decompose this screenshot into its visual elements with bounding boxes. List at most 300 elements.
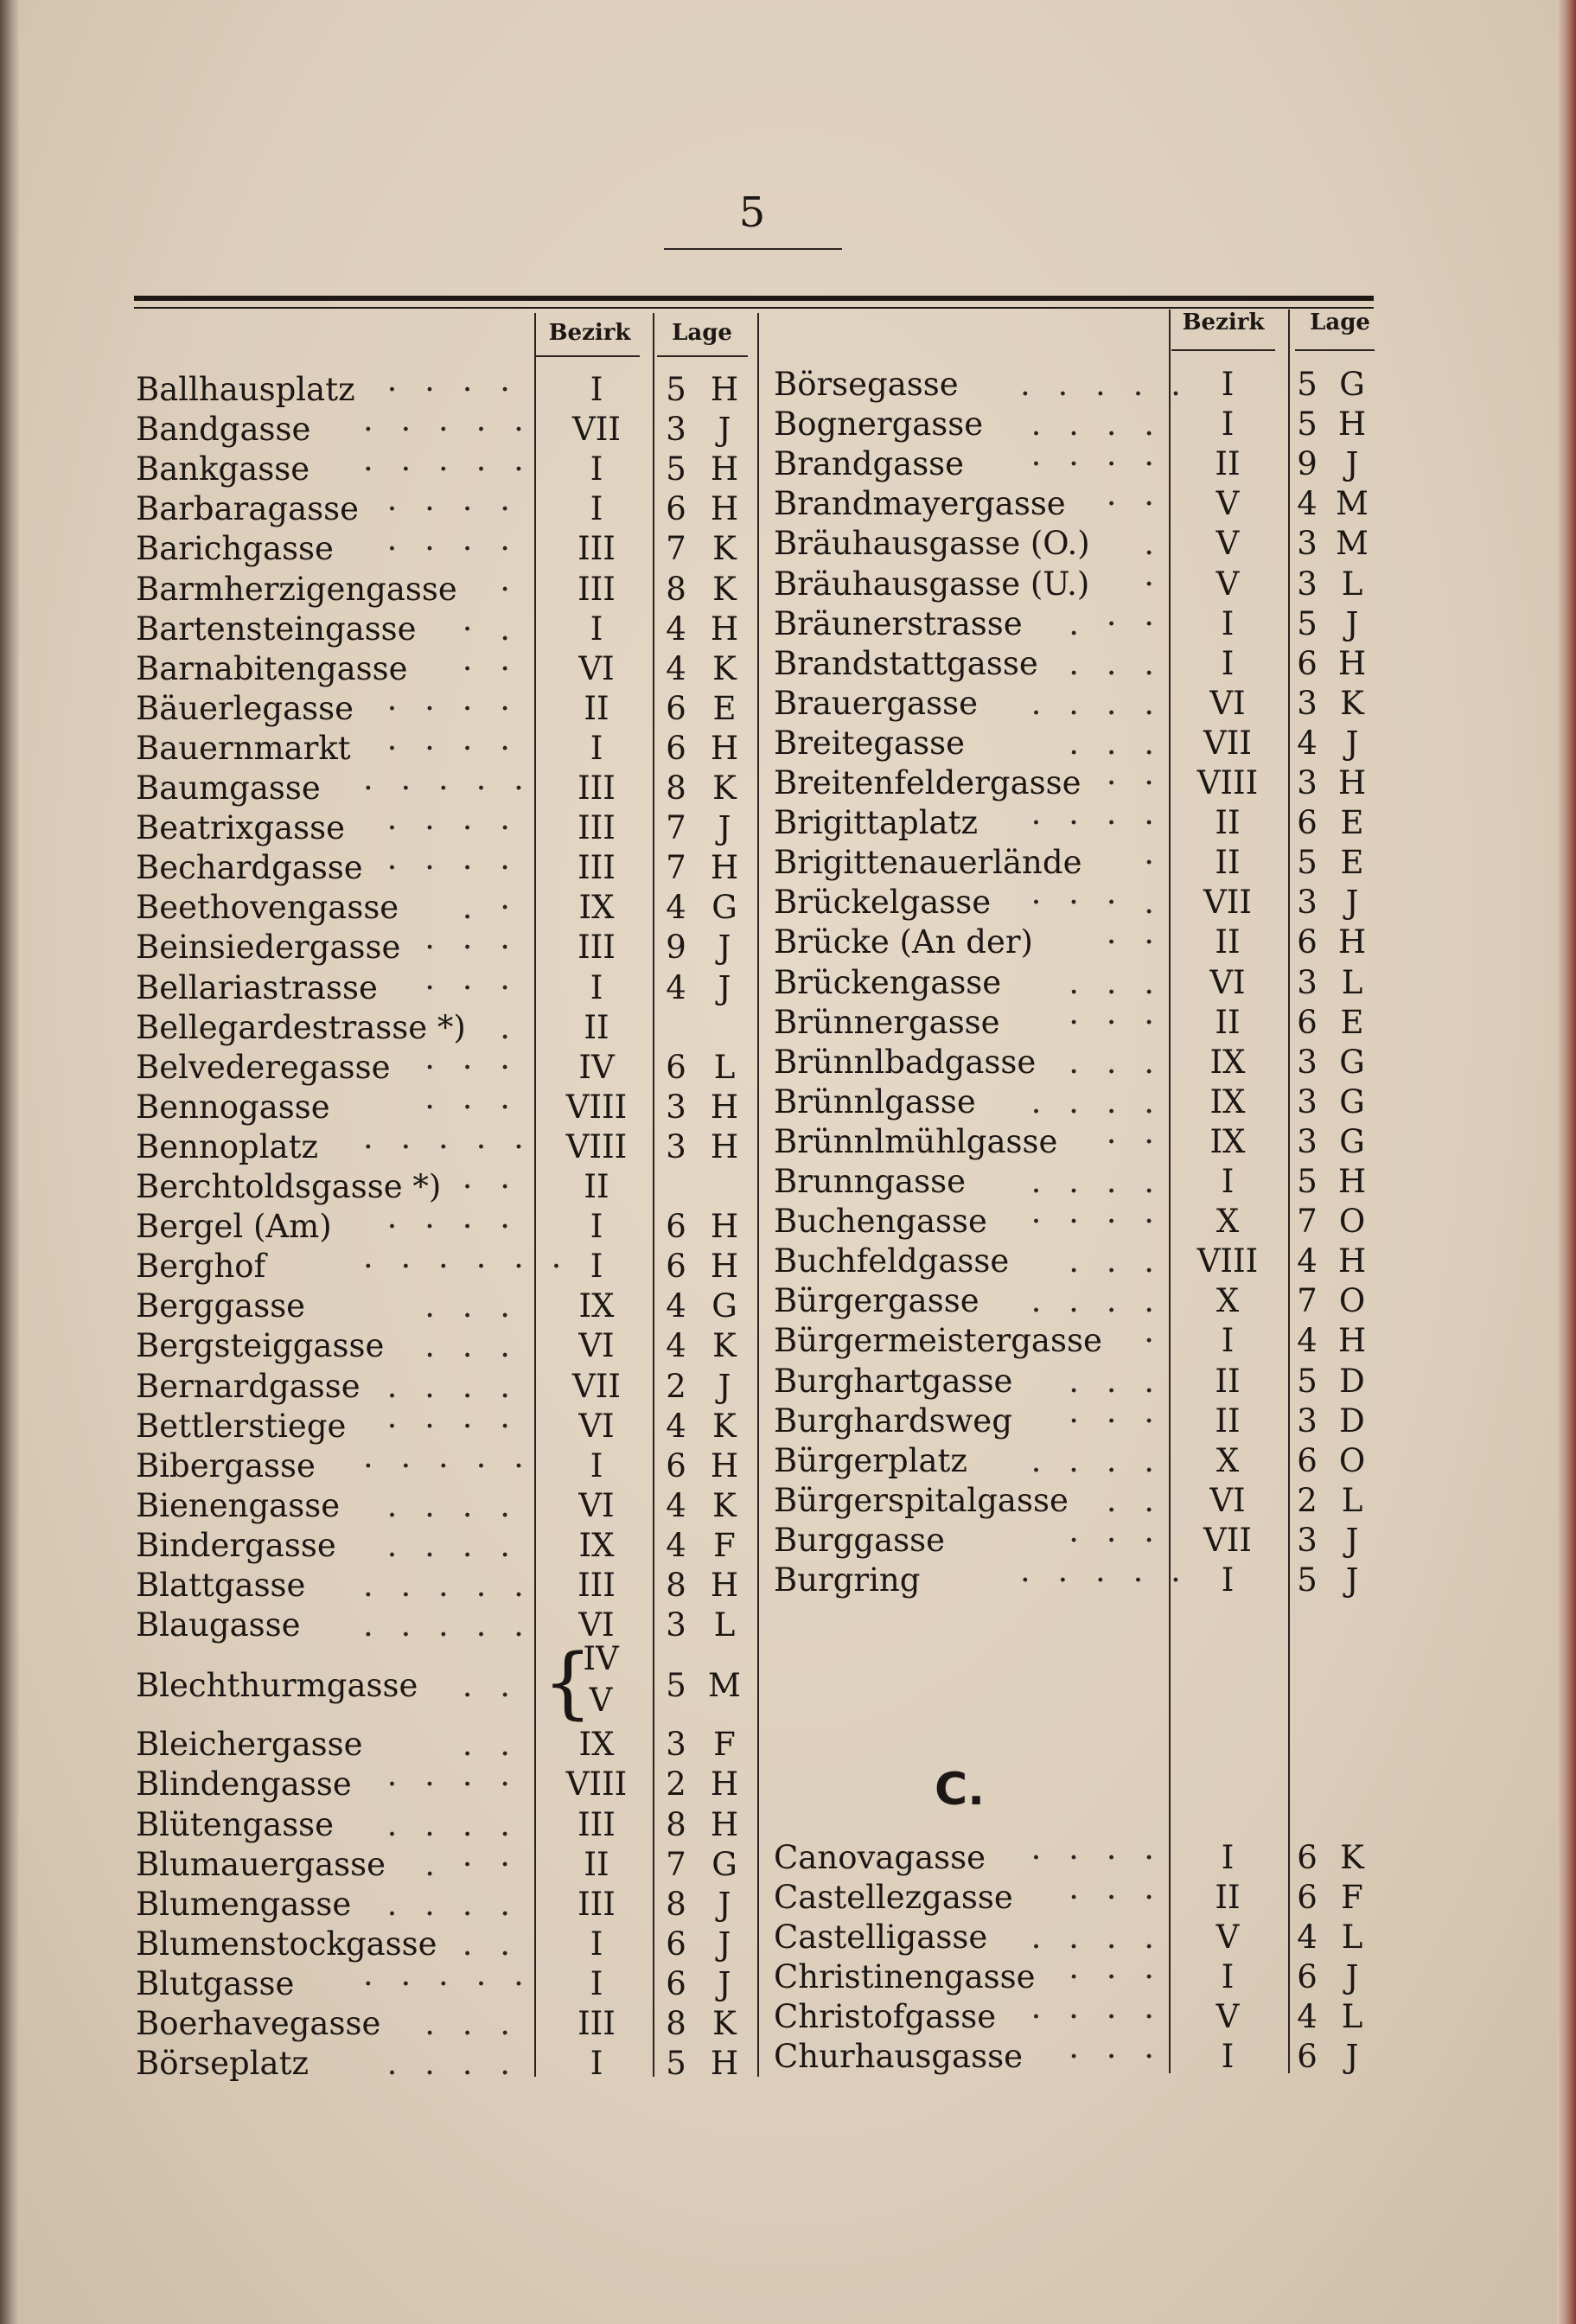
bezirk-value: III xyxy=(577,1805,616,1843)
lage-number: 4 xyxy=(1297,1242,1318,1280)
lage-letter: L xyxy=(1341,1998,1363,2035)
street-name: Barichgasse xyxy=(136,530,334,568)
lage-number: 5 xyxy=(666,371,686,408)
lage-number: 3 xyxy=(1297,684,1318,722)
bezirk-value: II xyxy=(1215,1401,1241,1440)
bezirk-value: X xyxy=(1215,1203,1240,1241)
lage-number: 7 xyxy=(1297,1203,1318,1241)
street-name: Bandgasse xyxy=(136,411,311,449)
leader-dots: · · · · xyxy=(386,1765,519,1804)
leader-dots: · xyxy=(1144,844,1163,882)
lage-number: 5 xyxy=(1297,405,1318,444)
bezirk-value: VI xyxy=(1209,963,1246,1001)
lage-number: 4 xyxy=(1297,1322,1318,1360)
lage-letter: H xyxy=(710,729,739,767)
street-name: Barbaragasse xyxy=(136,490,360,528)
street-entry xyxy=(0,1878,1576,1918)
lage-number: 7 xyxy=(666,1845,686,1883)
lage-number: 6 xyxy=(666,1248,686,1286)
street-name: Bleichergasse xyxy=(136,1726,363,1764)
leader-dots: . . . . . xyxy=(363,1606,533,1644)
lage-number: 4 xyxy=(1297,485,1318,523)
lage-letter: K xyxy=(1340,1839,1364,1876)
bezirk-value: III xyxy=(577,809,616,847)
bezirk-value: III xyxy=(577,1567,616,1604)
lage-letter: H xyxy=(710,1765,739,1804)
leader-dots: · · · · · xyxy=(363,769,533,807)
bezirk-value: VIII xyxy=(1196,1242,1259,1280)
lage-letter: G xyxy=(711,1845,737,1883)
left-bezirk-header: Bezirk xyxy=(548,320,631,346)
leader-dots: · · · xyxy=(1069,1003,1163,1041)
street-name: Berchtoldsgasse *) xyxy=(136,1168,442,1205)
bezirk-value: III xyxy=(577,929,616,967)
lage-number: 5 xyxy=(1297,844,1318,882)
street-entry xyxy=(0,1918,1576,1957)
lage-number: 3 xyxy=(1297,1122,1318,1160)
leader-dots: . xyxy=(500,1008,519,1046)
lage-number: 6 xyxy=(666,1208,686,1246)
lage-letter: G xyxy=(1339,1122,1365,1160)
lage-letter: M xyxy=(708,1667,741,1705)
street-entry xyxy=(0,524,1576,564)
bezirk-value: VI xyxy=(1209,684,1246,722)
lage-letter: G xyxy=(1339,1043,1365,1081)
lage-letter: J xyxy=(1345,884,1359,922)
bezirk-value: I xyxy=(1221,1561,1235,1599)
leader-dots: · · · xyxy=(424,929,519,967)
street-entry xyxy=(0,1521,1576,1561)
bezirk-value: VII xyxy=(572,411,621,449)
lage-number: 6 xyxy=(666,729,686,767)
street-name: Bibergasse xyxy=(136,1446,316,1484)
street-name: Berghof xyxy=(136,1248,266,1286)
street-name: Beethovengasse xyxy=(136,889,399,927)
street-name: Bürgerspitalgasse xyxy=(774,1481,1069,1519)
lage-letter: G xyxy=(711,1287,737,1325)
street-name: Bräuhausgasse (U.) xyxy=(774,565,1090,603)
leader-dots: . · · xyxy=(1069,604,1163,642)
leader-dots: . . . . xyxy=(386,2045,519,2083)
leader-dots: . . . xyxy=(424,1327,519,1365)
leader-dots: · · · xyxy=(1069,2038,1163,2075)
leader-dots: · · · · xyxy=(386,490,519,528)
bezirk-value: V xyxy=(1215,1998,1240,2035)
leader-dots: . . . . xyxy=(1030,405,1163,444)
lage-letter: L xyxy=(713,1606,736,1644)
bezirk-value: VIII xyxy=(565,1088,628,1126)
bezirk-value: I xyxy=(590,968,603,1006)
right-bezirk-header-rule xyxy=(1171,349,1275,351)
lage-number: 3 xyxy=(1297,525,1318,563)
leader-dots: . . . . . xyxy=(363,1567,533,1604)
bezirk-value: V xyxy=(1215,1919,1240,1956)
lage-letter: J xyxy=(1345,1521,1359,1559)
bezirk-value: VI xyxy=(1209,1481,1246,1519)
bezirk-value: I xyxy=(590,1964,603,2002)
leader-dots: · xyxy=(1144,1322,1163,1360)
lage-letter: O xyxy=(1338,1203,1366,1241)
lage-number: 3 xyxy=(666,1088,686,1126)
lage-number: 6 xyxy=(666,1925,686,1963)
bezirk-value: I xyxy=(590,1208,603,1246)
street-name: Brünnergasse xyxy=(774,1003,1000,1041)
table-top-rule-thin xyxy=(134,307,1374,309)
lage-number: 6 xyxy=(1297,1879,1318,1916)
bezirk-value: I xyxy=(590,729,603,767)
lage-number: 5 xyxy=(1297,1561,1318,1599)
leader-dots: · · xyxy=(1106,764,1163,801)
lage-letter: L xyxy=(1341,963,1363,1001)
street-name: Brünnlmühlgasse xyxy=(774,1122,1058,1160)
street-name: Blumengasse xyxy=(136,1885,352,1923)
leader-dots: · · xyxy=(1106,923,1163,961)
lage-number: 6 xyxy=(666,1446,686,1484)
bezirk-value: II xyxy=(1215,844,1241,882)
street-entry xyxy=(0,1202,1576,1242)
lage-number: 2 xyxy=(666,1765,686,1804)
bezirk-value: VII xyxy=(1203,1521,1252,1559)
lage-letter: H xyxy=(710,1805,739,1843)
lage-number: 5 xyxy=(666,450,686,488)
lage-letter: H xyxy=(710,849,739,887)
lage-letter: E xyxy=(712,689,737,727)
street-entry xyxy=(0,1082,1576,1122)
lage-letter: H xyxy=(710,1208,739,1246)
street-entry xyxy=(0,1838,1576,1878)
street-name: Canovagasse xyxy=(774,1839,986,1876)
lage-letter: F xyxy=(1341,1879,1363,1916)
lage-number: 3 xyxy=(1297,1521,1318,1559)
leader-dots: · · · · xyxy=(386,530,519,568)
street-name: Buchengasse xyxy=(774,1203,987,1241)
street-entry xyxy=(0,1957,1576,1997)
bezirk-value: IX xyxy=(578,1287,615,1325)
leader-dots: . . . xyxy=(1069,1242,1163,1280)
lage-number: 4 xyxy=(666,649,686,687)
lage-number: 2 xyxy=(666,1367,686,1405)
lage-number: 9 xyxy=(1297,445,1318,483)
bezirk-value: I xyxy=(1221,1322,1235,1360)
lage-letter: J xyxy=(718,968,731,1006)
lage-letter: K xyxy=(712,1327,737,1365)
lage-letter: J xyxy=(718,1925,731,1963)
street-name: Bürgerplatz xyxy=(774,1441,967,1479)
bezirk-value: I xyxy=(590,371,603,408)
lage-letter: J xyxy=(1345,724,1359,762)
street-name: Blumenstockgasse xyxy=(136,1925,437,1963)
leader-dots: . · xyxy=(462,889,519,927)
leader-dots: · · · · · xyxy=(363,450,533,488)
lage-number: 3 xyxy=(666,1726,686,1764)
lage-number: 7 xyxy=(666,809,686,847)
right-bezirk-header: Bezirk xyxy=(1182,310,1265,335)
lage-letter: L xyxy=(713,1048,736,1086)
street-name: Bräuhausgasse (O.) xyxy=(774,525,1090,563)
lage-letter: F xyxy=(713,1726,736,1764)
bezirk-value: II xyxy=(584,1168,609,1205)
lage-number: 3 xyxy=(666,411,686,449)
street-entry xyxy=(0,1561,1576,1600)
lage-number: 3 xyxy=(666,1127,686,1165)
lage-letter: J xyxy=(1345,2038,1359,2075)
street-entry xyxy=(0,1043,1576,1082)
lage-number: 6 xyxy=(1297,1839,1318,1876)
lage-letter: K xyxy=(712,769,737,807)
leader-dots: · · · xyxy=(1069,1958,1163,1995)
lage-number: 8 xyxy=(666,1805,686,1843)
street-name: Blattgasse xyxy=(136,1567,306,1604)
lage-number: 5 xyxy=(1297,604,1318,642)
street-name: Christofgasse xyxy=(774,1998,997,2035)
lage-letter: M xyxy=(1336,485,1369,523)
lage-number: 6 xyxy=(1297,2038,1318,2075)
street-name: Brigittenauerlände xyxy=(774,844,1082,882)
street-name: Bechardgasse xyxy=(136,849,363,887)
street-name: Burggasse xyxy=(774,1521,946,1559)
lage-number: 3 xyxy=(1297,884,1318,922)
leader-dots: . . . . . xyxy=(1020,366,1190,403)
street-name: Beinsiedergasse xyxy=(136,929,401,967)
leader-dots: · · · · xyxy=(386,809,519,847)
bezirk-value: III xyxy=(577,1885,616,1923)
leader-dots: · · · · xyxy=(386,849,519,887)
lage-number: 3 xyxy=(1297,1401,1318,1440)
leader-dots: · · · · xyxy=(1030,445,1163,483)
lage-number: 5 xyxy=(666,1667,686,1705)
street-name: Burghartgasse xyxy=(774,1362,1013,1400)
street-name: Bognergasse xyxy=(774,405,984,444)
leader-dots: . . . . xyxy=(1030,1441,1163,1479)
bezirk-value: I xyxy=(590,1925,603,1963)
street-entry xyxy=(0,1281,1576,1321)
lage-number: 6 xyxy=(666,490,686,528)
leader-dots: . . . xyxy=(1069,1043,1163,1081)
lage-number: 6 xyxy=(1297,923,1318,961)
bezirk-value: IX xyxy=(1209,1043,1246,1081)
street-entry xyxy=(0,923,1576,962)
section-letter-c: C. xyxy=(935,1764,985,1816)
lage-letter: F xyxy=(713,1526,736,1564)
bezirk-value: I xyxy=(1221,1163,1235,1200)
street-name: Bennoplatz xyxy=(136,1127,318,1165)
street-entry xyxy=(0,1606,1576,1645)
lage-letter: L xyxy=(1341,1481,1363,1519)
leader-dots: . . . . xyxy=(1030,684,1163,722)
lage-letter: G xyxy=(711,889,737,927)
bezirk-value: IV xyxy=(578,1048,615,1086)
lage-letter: G xyxy=(1339,1082,1365,1120)
street-name: Burghardsweg xyxy=(774,1401,1012,1440)
bezirk-value: I xyxy=(590,490,603,528)
bezirk-value: II xyxy=(1215,1003,1241,1041)
street-name: Bürgergasse xyxy=(774,1282,979,1320)
lage-letter: E xyxy=(1340,1003,1364,1041)
bezirk-value: III xyxy=(577,530,616,568)
lage-number: 3 xyxy=(1297,1082,1318,1120)
bezirk-value: I xyxy=(1221,366,1235,403)
bezirk-value: II xyxy=(584,1008,609,1046)
lage-number: 6 xyxy=(1297,1958,1318,1995)
street-entry xyxy=(0,1765,1576,1804)
street-name: Breitegasse xyxy=(774,724,965,762)
lage-letter: O xyxy=(1338,1441,1366,1479)
lage-number: 3 xyxy=(1297,764,1318,801)
lage-letter: K xyxy=(712,1486,737,1524)
lage-letter: H xyxy=(710,2045,739,2083)
street-name: Christinengasse xyxy=(774,1958,1036,1995)
lage-letter: L xyxy=(1341,565,1363,603)
street-entry xyxy=(0,484,1576,524)
blechthurm-bezirk-top: IV xyxy=(583,1640,619,1677)
street-name: Brückengasse xyxy=(774,963,1002,1001)
leader-dots: · · · . xyxy=(1030,884,1163,922)
bezirk-value: III xyxy=(577,849,616,887)
bezirk-value: I xyxy=(590,1446,603,1484)
lage-letter: H xyxy=(710,1088,739,1126)
street-entry xyxy=(0,1481,1576,1521)
leader-dots: · · · xyxy=(424,968,519,1006)
street-entry xyxy=(0,1162,1576,1202)
lage-letter: D xyxy=(1339,1401,1365,1440)
street-entry xyxy=(0,1003,1576,1043)
lage-letter: H xyxy=(710,371,739,408)
bezirk-value: IX xyxy=(578,889,615,927)
street-name: Castelligasse xyxy=(774,1919,988,1956)
leader-dots: · · · · · xyxy=(1020,1561,1190,1599)
lage-number: 6 xyxy=(1297,1441,1318,1479)
lage-number: 4 xyxy=(666,610,686,648)
lage-letter: J xyxy=(718,1964,731,2002)
street-name: Bräunerstrasse xyxy=(774,604,1023,642)
lage-letter: J xyxy=(718,1367,731,1405)
lage-number: 6 xyxy=(1297,804,1318,842)
leader-dots: · xyxy=(500,570,519,608)
street-name: Brücke (An der) xyxy=(774,923,1033,961)
lage-letter: J xyxy=(1345,1561,1359,1599)
lage-number: 5 xyxy=(666,2045,686,2083)
bezirk-value: II xyxy=(1215,804,1241,842)
lage-letter: O xyxy=(1338,1282,1366,1320)
lage-letter: E xyxy=(1340,844,1364,882)
bezirk-value: II xyxy=(1215,923,1241,961)
leader-dots: . . . xyxy=(1069,724,1163,762)
street-name: Beatrixgasse xyxy=(136,809,346,847)
table-top-rule xyxy=(134,296,1374,301)
left-lage-header: Lage xyxy=(672,320,732,346)
leader-dots: · · · · xyxy=(386,729,519,767)
street-name: Bennogasse xyxy=(136,1088,330,1126)
lage-letter: H xyxy=(710,490,739,528)
leader-dots: · · · · xyxy=(1030,804,1163,842)
bezirk-value: IX xyxy=(1209,1082,1246,1120)
leader-dots: · · xyxy=(1106,485,1163,523)
street-entry xyxy=(0,1666,1576,1706)
street-entry xyxy=(0,2037,1576,2077)
leader-dots: · · · · · xyxy=(363,1127,533,1165)
lage-number: 8 xyxy=(666,570,686,608)
bezirk-value: VIII xyxy=(565,1127,628,1165)
lage-number: 6 xyxy=(1297,1003,1318,1041)
lage-number: 3 xyxy=(1297,963,1318,1001)
lage-letter: H xyxy=(710,610,739,648)
lage-number: 6 xyxy=(666,689,686,727)
lage-number: 4 xyxy=(666,1526,686,1564)
street-name: Blaugasse xyxy=(136,1606,301,1644)
lage-letter: H xyxy=(710,1446,739,1484)
lage-letter: H xyxy=(1337,644,1367,682)
lage-letter: H xyxy=(710,1567,739,1604)
lage-number: 8 xyxy=(666,1885,686,1923)
bezirk-value: V xyxy=(1215,565,1240,603)
street-name: Bindergasse xyxy=(136,1526,336,1564)
bezirk-value: VI xyxy=(578,1327,615,1365)
street-name: Brandgasse xyxy=(774,445,965,483)
lage-letter: J xyxy=(718,411,731,449)
leader-dots: · · · xyxy=(424,1088,519,1126)
lage-number: 8 xyxy=(666,1567,686,1604)
street-name: Bäuerlegasse xyxy=(136,689,354,727)
street-name: Bellariastrasse xyxy=(136,968,378,1006)
street-name: Bürgermeistergasse xyxy=(774,1322,1102,1360)
lage-letter: J xyxy=(1345,604,1359,642)
bezirk-value: VIII xyxy=(565,1765,628,1804)
street-entry xyxy=(0,1362,1576,1401)
lage-letter: G xyxy=(1339,366,1365,403)
lage-number: 9 xyxy=(666,929,686,967)
leader-dots: . . . . xyxy=(386,1805,519,1843)
lage-number: 8 xyxy=(666,2005,686,2042)
leader-dots: · xyxy=(1144,565,1163,603)
leader-dots: · · xyxy=(462,649,519,687)
leader-dots: · · · xyxy=(1069,1521,1163,1559)
lage-letter: J xyxy=(718,1885,731,1923)
street-name: Blütengasse xyxy=(136,1805,335,1843)
leader-dots: · · · · xyxy=(386,371,519,408)
leader-dots: · · · · · xyxy=(363,411,533,449)
lage-number: 6 xyxy=(666,1048,686,1086)
leader-dots: . . xyxy=(462,1726,519,1764)
street-entry xyxy=(0,843,1576,883)
bezirk-value: I xyxy=(1221,2038,1235,2075)
lage-letter: K xyxy=(712,2005,737,2042)
bezirk-value: I xyxy=(1221,604,1235,642)
bezirk-value: I xyxy=(590,610,603,648)
street-name: Brandmayergasse xyxy=(774,485,1066,523)
street-name: Castellezgasse xyxy=(774,1879,1013,1916)
bezirk-value: VI xyxy=(578,1606,615,1644)
bezirk-value: II xyxy=(584,1845,609,1883)
lage-letter: E xyxy=(1340,804,1364,842)
street-entry xyxy=(0,444,1576,484)
lage-letter: H xyxy=(1337,405,1367,444)
leader-dots: · · · · xyxy=(386,1208,519,1246)
bezirk-value: X xyxy=(1215,1441,1240,1479)
lage-letter: K xyxy=(712,530,737,568)
bezirk-value: II xyxy=(1215,445,1241,483)
street-name: Churhausgasse xyxy=(774,2038,1023,2075)
leader-dots: · · · · xyxy=(1030,1839,1163,1876)
street-name: Belvederegasse xyxy=(136,1048,391,1086)
leader-dots: · · · · · xyxy=(363,1446,533,1484)
bezirk-value: I xyxy=(1221,405,1235,444)
bezirk-value: II xyxy=(584,689,609,727)
lage-number: 3 xyxy=(1297,1043,1318,1081)
leader-dots: · · · xyxy=(1069,1879,1163,1916)
street-name: Blindengasse xyxy=(136,1765,352,1804)
lage-number: 4 xyxy=(666,1407,686,1445)
street-name: Bettlerstiege xyxy=(136,1407,347,1445)
